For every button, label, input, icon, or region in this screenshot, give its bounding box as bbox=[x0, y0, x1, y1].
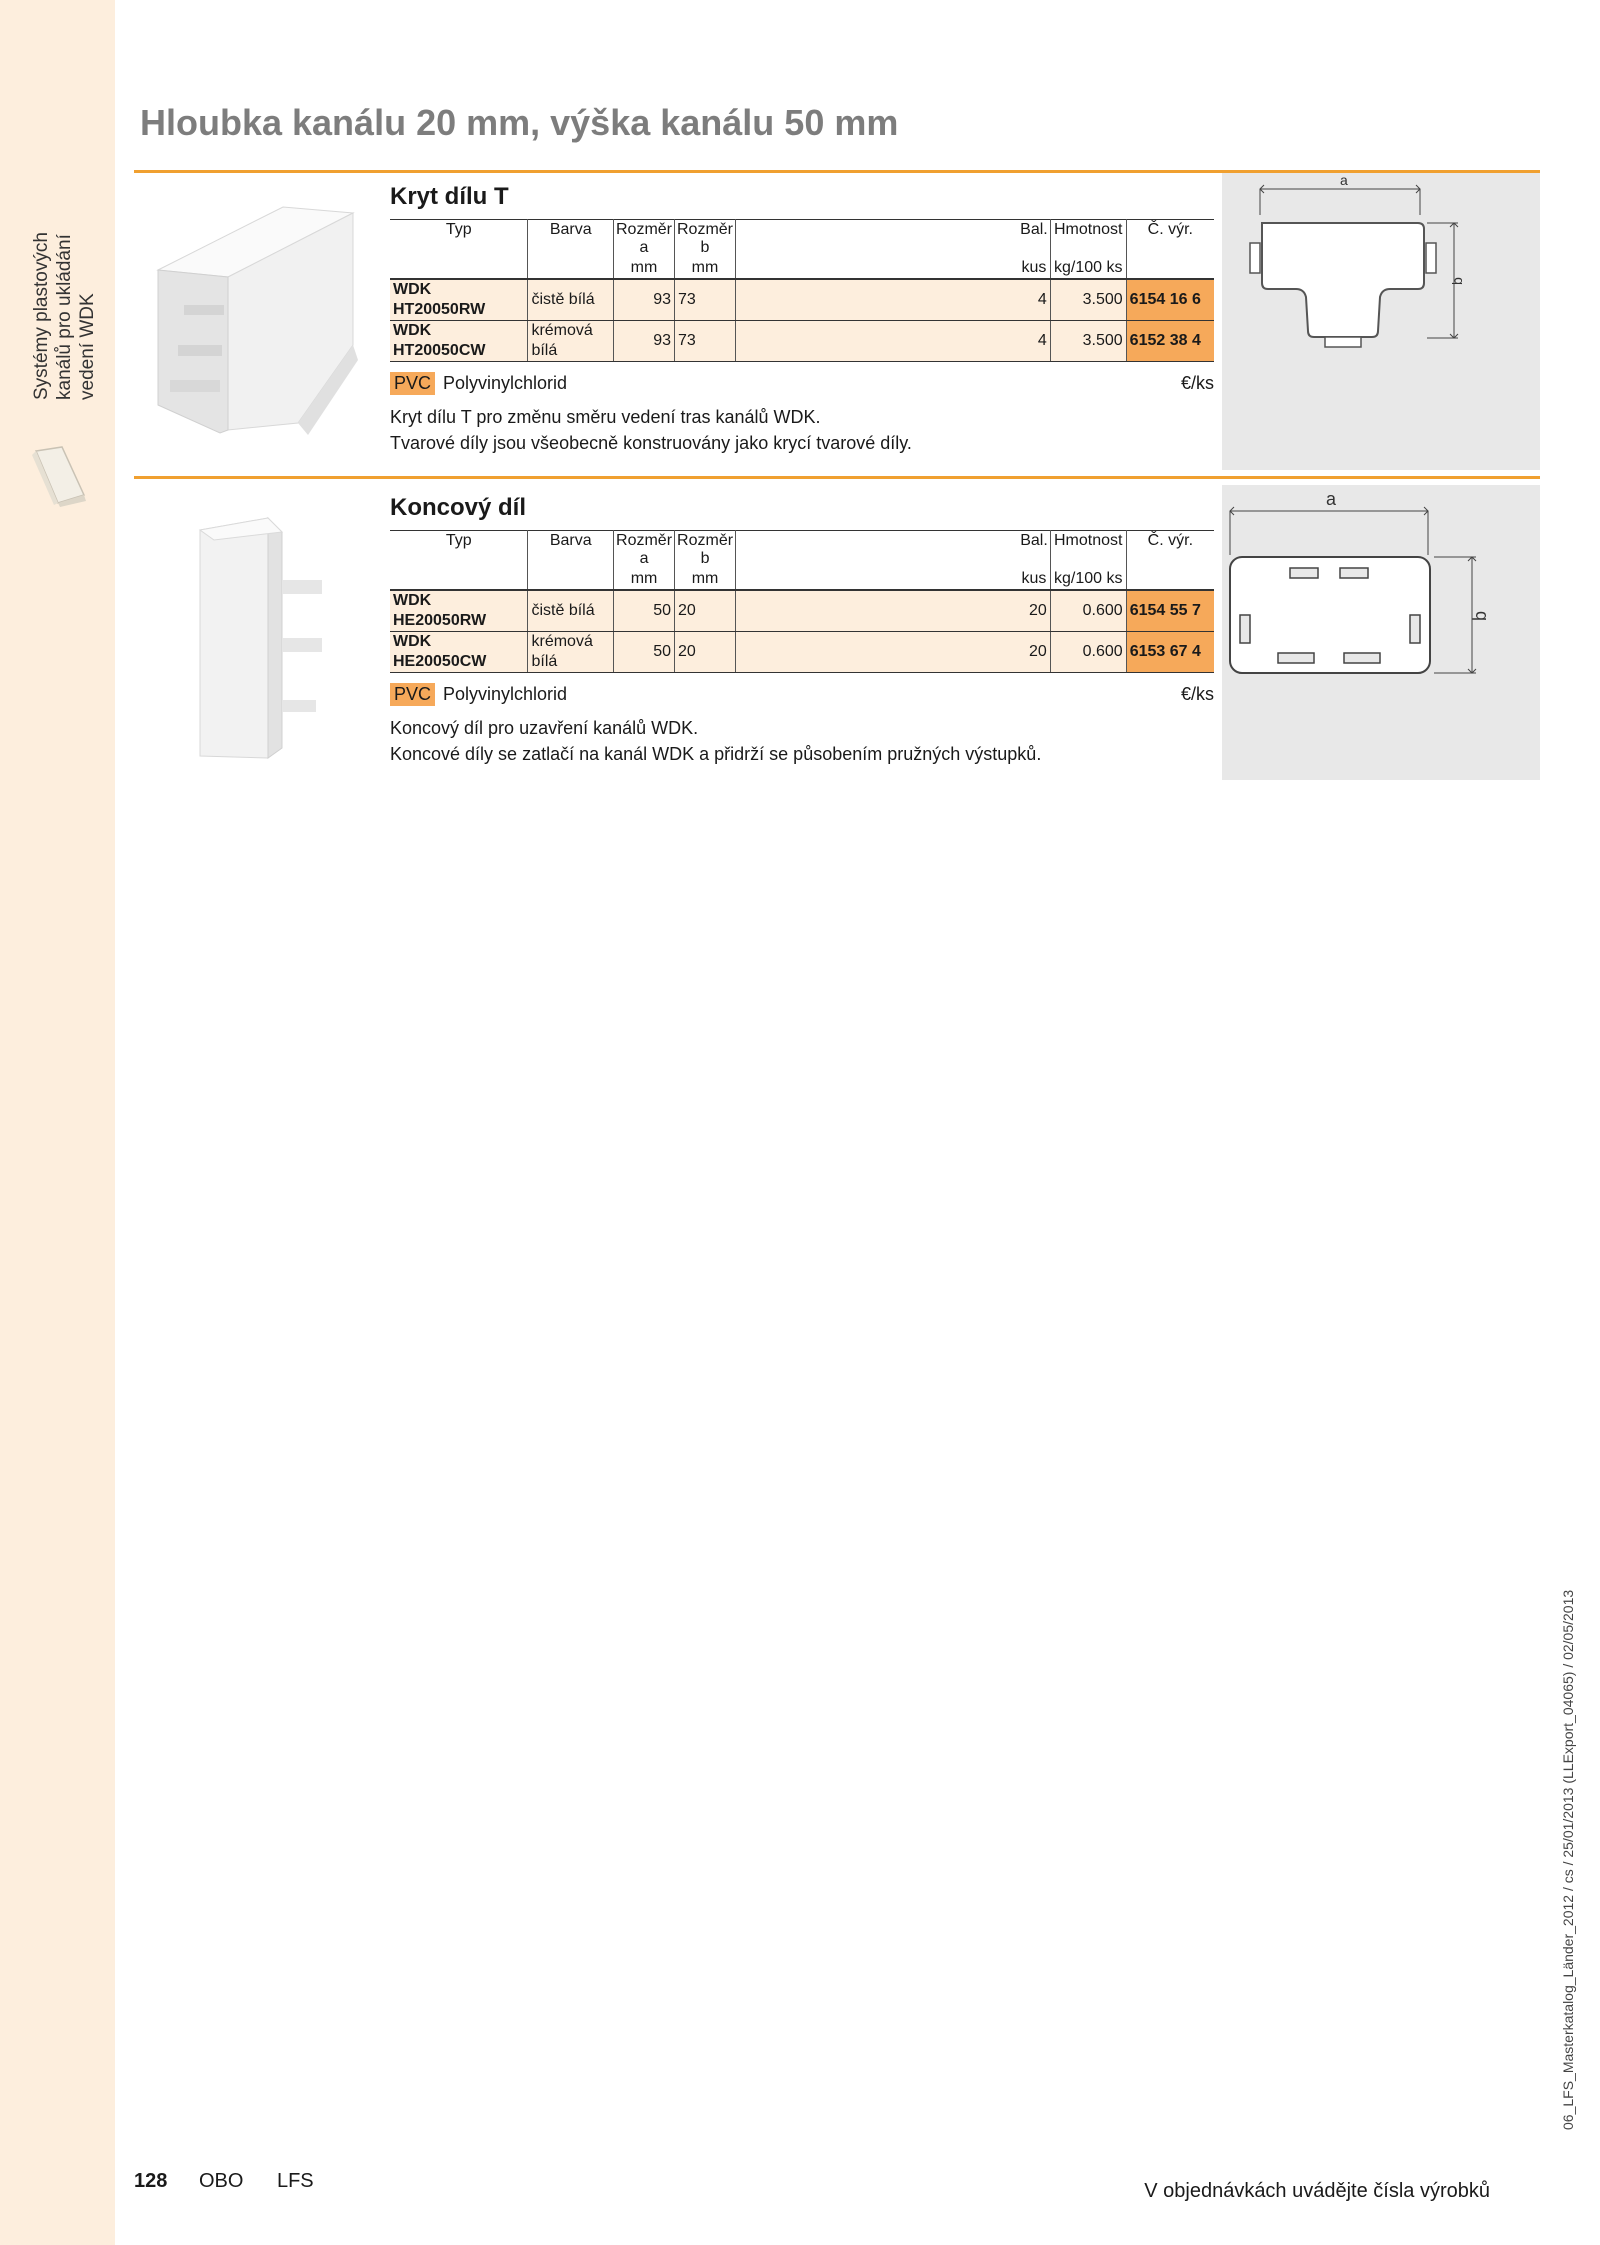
col-hmotnost: Hmotnost bbox=[1050, 220, 1126, 259]
unit-b: mm bbox=[675, 569, 736, 590]
cell-hmotnost: 3.500 bbox=[1050, 279, 1126, 321]
cell-bal: 20 bbox=[1018, 590, 1050, 632]
col-typ: Typ bbox=[390, 531, 528, 570]
material-name: Polyvinylchlorid bbox=[443, 372, 568, 393]
unit-b: mm bbox=[675, 258, 736, 279]
description-line: Tvarové díly jsou všeobecně konstruovány jako krycí tvarové díly. bbox=[390, 433, 912, 453]
export-metadata: 06_LFS_Masterkatalog_Länder_2012 / cs / 25/01/2013 (LLExport_04065) / 02/05/2013 bbox=[1560, 1589, 1576, 2130]
table-row bbox=[390, 279, 1214, 321]
cell-barva: čistě bílá bbox=[528, 279, 614, 321]
section-title: Koncový díl bbox=[390, 494, 527, 521]
col-rozmer-b: Rozměr b bbox=[675, 531, 736, 570]
table-row bbox=[390, 590, 1214, 632]
cell-typ: WDK HE20050CW bbox=[390, 632, 528, 673]
cell-typ: WDK HE20050RW bbox=[390, 590, 528, 632]
section-title: Kryt dílu T bbox=[390, 183, 509, 210]
material-row bbox=[390, 370, 1214, 396]
cell-product-number: 6153 67 4 bbox=[1126, 632, 1214, 673]
dimension-label-b: b bbox=[1470, 610, 1490, 621]
material-name: Polyvinylchlorid bbox=[443, 683, 568, 704]
footer-order-note: V objednávkách uvádějte čísla výrobků bbox=[1144, 2180, 1490, 2202]
spec-table bbox=[390, 530, 1214, 673]
sidebar bbox=[0, 0, 115, 2245]
unit-hmotnost: kg/100 ks bbox=[1050, 258, 1126, 279]
cell-a: 93 bbox=[613, 321, 674, 362]
footer-left bbox=[134, 2170, 342, 2193]
dimension-label-a: a bbox=[1326, 489, 1337, 509]
col-bal: Bal. bbox=[1018, 531, 1050, 570]
cell-bal: 4 bbox=[1018, 279, 1050, 321]
product-section-end-cap bbox=[390, 494, 1214, 767]
unit-hmotnost: kg/100 ks bbox=[1050, 569, 1126, 590]
col-barva: Barva bbox=[528, 220, 614, 259]
col-bal: Bal. bbox=[1018, 220, 1050, 259]
cell-bal: 20 bbox=[1018, 632, 1050, 673]
cell-a: 50 bbox=[614, 590, 675, 632]
cell-a: 93 bbox=[613, 279, 674, 321]
unit-bal: kus bbox=[1018, 258, 1050, 279]
product-section-t-cover bbox=[390, 183, 1214, 456]
cell-product-number: 6152 38 4 bbox=[1126, 321, 1214, 362]
description bbox=[390, 404, 1214, 456]
col-cislo: Č. výr. bbox=[1126, 531, 1214, 570]
description bbox=[390, 715, 1214, 767]
dimension-label-b: b bbox=[1449, 277, 1465, 285]
cell-barva: čistě bílá bbox=[528, 590, 614, 632]
end-cap-product-photo bbox=[190, 510, 340, 765]
col-hmotnost: Hmotnost bbox=[1050, 531, 1126, 570]
material-row bbox=[390, 681, 1214, 707]
t-cover-product-photo bbox=[148, 195, 368, 450]
unit-bal: kus bbox=[1018, 569, 1050, 590]
sidebar-category-label: Systémy plastových kanálů pro ukládání vedení WDK bbox=[31, 232, 98, 400]
cell-hmotnost: 0.600 bbox=[1050, 632, 1126, 673]
cell-b: 20 bbox=[675, 632, 736, 673]
material-badge: PVC bbox=[390, 683, 435, 706]
col-cislo: Č. výr. bbox=[1126, 220, 1214, 259]
page-title: Hloubka kanálu 20 mm, výška kanálu 50 mm bbox=[140, 102, 899, 143]
description-line: Koncové díly se zatlačí na kanál WDK a přidrží se působením pružných výstupků. bbox=[390, 744, 1042, 764]
cell-b: 73 bbox=[675, 321, 736, 362]
table-row bbox=[390, 632, 1214, 673]
cell-hmotnost: 3.500 bbox=[1050, 321, 1126, 362]
table-row bbox=[390, 321, 1214, 362]
col-rozmer-b: Rozměr b bbox=[675, 220, 736, 259]
material-badge: PVC bbox=[390, 372, 435, 395]
dimension-label-a: a bbox=[1340, 173, 1348, 188]
cell-product-number: 6154 55 7 bbox=[1126, 590, 1214, 632]
unit-a: mm bbox=[614, 569, 675, 590]
col-rozmer-a: Rozměr a bbox=[613, 220, 674, 259]
cell-barva: krémová bílá bbox=[528, 321, 614, 362]
col-barva: Barva bbox=[528, 531, 614, 570]
cell-bal: 4 bbox=[1018, 321, 1050, 362]
cell-barva: krémová bílá bbox=[528, 632, 614, 673]
footer-division: LFS bbox=[276, 2170, 314, 2192]
spec-table bbox=[390, 219, 1214, 362]
cell-b: 20 bbox=[675, 590, 736, 632]
cell-typ: WDK HT20050RW bbox=[390, 279, 528, 321]
price-unit: €/ks bbox=[1180, 683, 1214, 704]
cell-typ: WDK HT20050CW bbox=[390, 321, 528, 362]
description-line: Koncový díl pro uzavření kanálů WDK. bbox=[390, 718, 699, 738]
unit-a: mm bbox=[613, 258, 674, 279]
footer-brand: OBO bbox=[198, 2170, 244, 2192]
col-typ: Typ bbox=[390, 220, 528, 259]
description-line: Kryt dílu T pro změnu směru vedení tras kanálů WDK. bbox=[390, 407, 821, 427]
cell-b: 73 bbox=[675, 279, 736, 321]
cell-a: 50 bbox=[614, 632, 675, 673]
t-cover-technical-drawing bbox=[1222, 173, 1540, 470]
section-divider bbox=[134, 476, 1540, 479]
col-rozmer-a: Rozměr a bbox=[614, 531, 675, 570]
cell-product-number: 6154 16 6 bbox=[1126, 279, 1214, 321]
price-unit: €/ks bbox=[1180, 372, 1214, 393]
page-number: 128 bbox=[134, 2170, 168, 2192]
cell-hmotnost: 0.600 bbox=[1050, 590, 1126, 632]
end-cap-technical-drawing bbox=[1222, 485, 1540, 780]
channel-thumbnail-icon bbox=[32, 445, 88, 507]
